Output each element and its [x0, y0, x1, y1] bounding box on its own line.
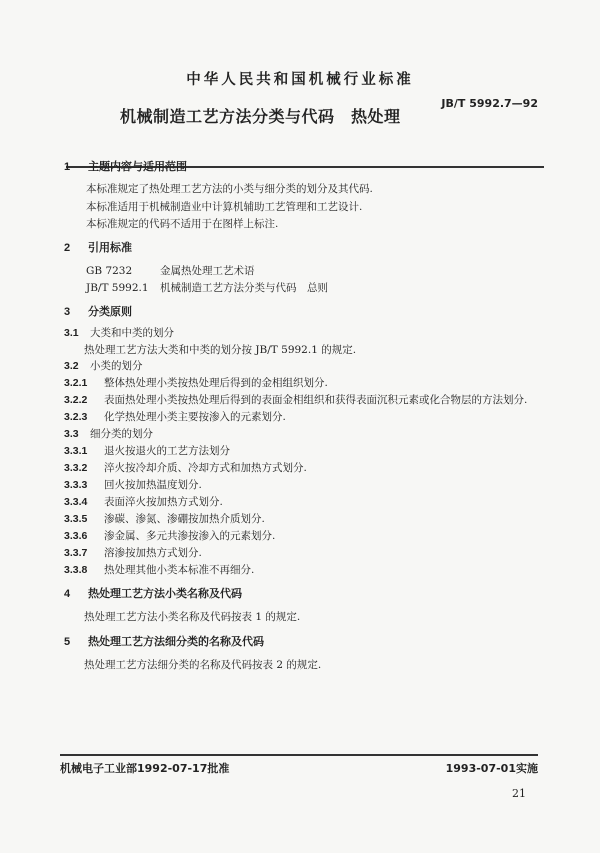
- page-number: 21: [512, 787, 526, 800]
- clause-3-2-2: 3.2.2 表面热处理小类按热处理后得到的表面金相组织和获得表面沉积元素或化合物层的方法划分.: [64, 394, 528, 406]
- section-5-para: 热处理工艺方法细分类的名称及代码按表 2 的规定.: [84, 659, 322, 671]
- org-title: 中华人民共和国机械行业标准: [186, 72, 414, 88]
- reference-row: [86, 280, 328, 295]
- clause-3-3-2: 3.3.2 淬火按冷却介质、冷却方式和加热方式划分.: [64, 462, 307, 474]
- clause-3-3-4: 3.3.4 表面淬火按加热方式划分.: [64, 496, 223, 508]
- section-1-para-3: 本标准规定的代码不适用于在图样上标注.: [86, 218, 279, 230]
- clause-3-3-8: 3.3.8 热处理其他小类本标准不再细分.: [64, 564, 255, 576]
- clause-3-1-text: 热处理工艺方法大类和中类的划分按 JB/T 5992.1 的规定.: [84, 344, 357, 356]
- reference-code: JB/T 5992.1: [86, 282, 149, 294]
- section-3-heading: 3 分类原则: [64, 305, 132, 318]
- reference-code: GB 7232: [86, 265, 133, 277]
- clause-3-3-6: 3.3.6 渗金属、多元共渗按渗入的元素划分.: [64, 530, 276, 542]
- document-title: 机械制造工艺方法分类与代码 热处理: [120, 107, 401, 126]
- clause-3-2-3: 3.2.3 化学热处理小类主要按渗入的元素划分.: [64, 411, 286, 423]
- footer-divider: [60, 754, 538, 756]
- clause-3-3-1: 3.3.1 退火按退火的工艺方法划分: [64, 445, 230, 457]
- section-4-para: 热处理工艺方法小类名称及代码按表 1 的规定.: [84, 611, 301, 623]
- reference-name: 机械制造工艺方法分类与代码 总则: [160, 282, 328, 294]
- clause-3-3: 3.3 细分类的划分: [64, 428, 153, 440]
- section-5-heading: 5 热处理工艺方法细分类的名称及代码: [64, 635, 264, 648]
- section-1-heading: 1 主题内容与适用范围: [64, 160, 187, 173]
- section-1-para-1: 本标准规定了热处理工艺方法的小类与细分类的划分及其代码.: [86, 183, 373, 195]
- clause-3-2-1: 3.2.1 整体热处理小类按热处理后得到的金相组织划分.: [64, 377, 328, 389]
- implementation-date: 1993-07-01实施: [445, 762, 538, 775]
- reference-name: 金属热处理工艺术语: [160, 265, 255, 277]
- clause-3-3-7: 3.3.7 溶渗按加热方式划分.: [64, 547, 202, 559]
- section-4-heading: 4 热处理工艺方法小类名称及代码: [64, 587, 242, 600]
- section-1-para-2: 本标准适用于机械制造业中计算机辅助工艺管理和工艺设计.: [86, 201, 363, 213]
- section-2-heading: 2 引用标准: [64, 241, 132, 254]
- reference-row: [86, 263, 255, 278]
- clause-3-2: 3.2 小类的划分: [64, 360, 143, 372]
- approval-date: 机械电子工业部1992-07-17批准: [60, 762, 230, 775]
- clause-3-3-3: 3.3.3 回火按加热温度划分.: [64, 479, 202, 491]
- clause-3-3-5: 3.3.5 渗碳、渗氮、渗硼按加热介质划分.: [64, 513, 265, 525]
- standard-code: JB/T 5992.7—92: [441, 97, 538, 110]
- clause-3-1: 3.1 大类和中类的划分: [64, 327, 174, 339]
